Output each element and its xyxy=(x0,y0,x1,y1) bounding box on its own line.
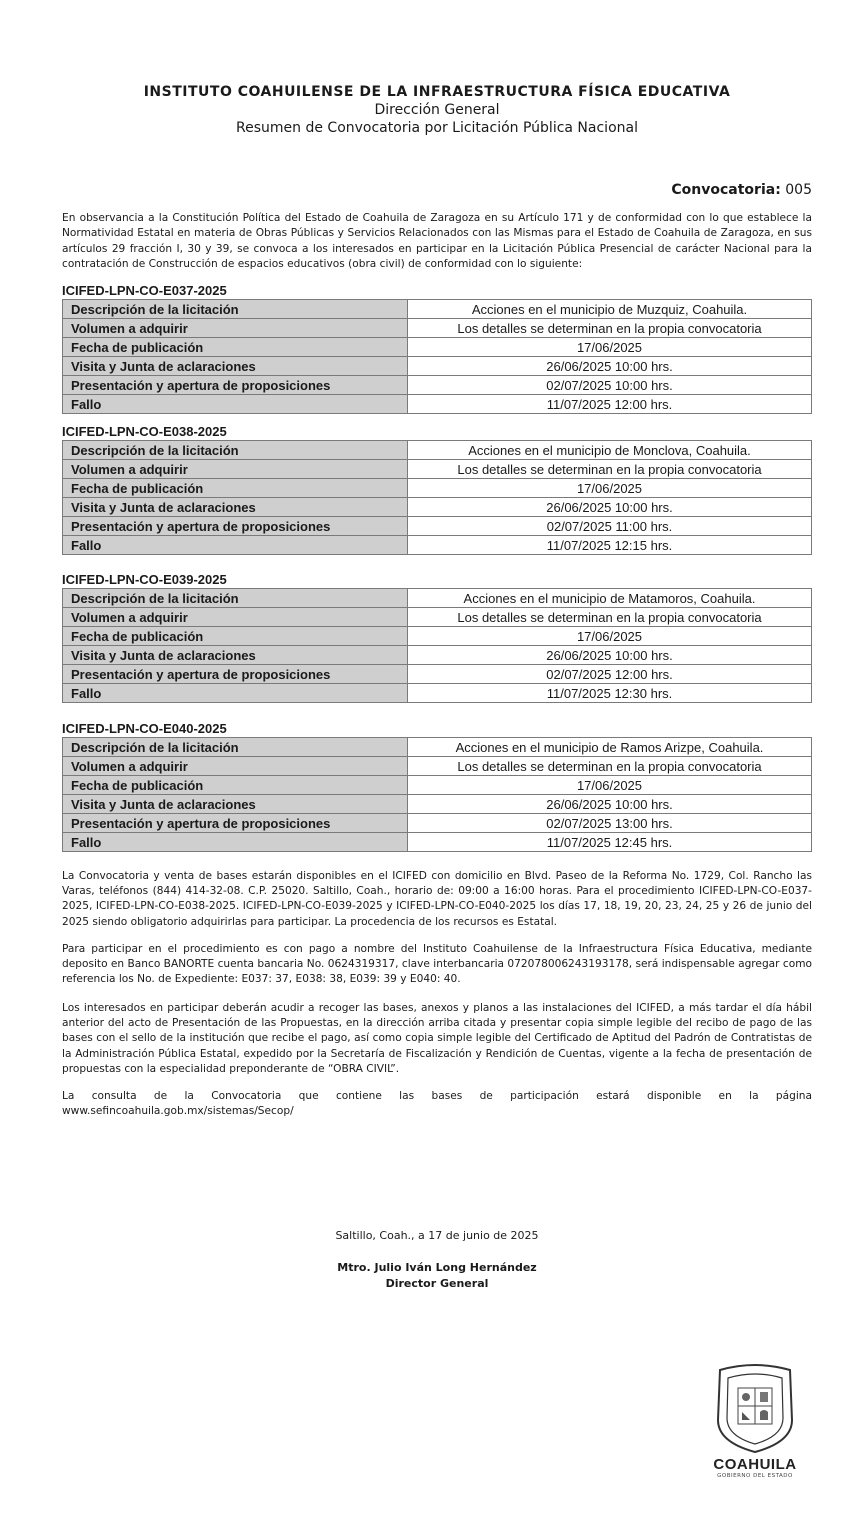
row-value: 02/07/2025 12:00 hrs. xyxy=(408,665,812,684)
summary-line: Resumen de Convocatoria por Licitación Pública Nacional xyxy=(236,120,638,136)
logo-subtitle: GOBIERNO DEL ESTADO xyxy=(717,1473,793,1479)
table-row xyxy=(63,646,812,665)
row-value: 26/06/2025 10:00 hrs. xyxy=(408,795,812,814)
table-row xyxy=(63,338,812,357)
table-row xyxy=(63,460,812,479)
row-label: Fecha de publicación xyxy=(63,627,408,646)
row-value: Los detalles se determinan en la propia convocatoria xyxy=(408,757,812,776)
row-label: Descripción de la licitación xyxy=(63,300,408,319)
licitacion-table xyxy=(62,440,812,555)
row-label: Fallo xyxy=(63,684,408,703)
row-value: 02/07/2025 11:00 hrs. xyxy=(408,517,812,536)
row-value: 17/06/2025 xyxy=(408,479,812,498)
convocatoria-value: 005 xyxy=(785,182,812,198)
row-value: Los detalles se determinan en la propia convocatoria xyxy=(408,608,812,627)
row-label: Volumen a adquirir xyxy=(63,460,408,479)
row-value: 02/07/2025 10:00 hrs. xyxy=(408,376,812,395)
requirements-paragraph: Los interesados en participar deberán acudir a recoger las bases, anexos y planos a las instalaciones del ICIFED, a más tardar el día hábil anterior del acto de Presentación de las Propuestas, en la dirección arriba citada y presentar copia simple legible del recibo de pago de las bases con el sello de la institución que recibe el pago, así como copia simple legible del Certificado de Aptitud del Padrón de Contratistas de la Administración Pública Estatal, expedido por la Secretaría de Fiscalización y Rendición de Cuentas, vigente a la fecha de presentación de propuestas con la especialidad preponderante de “OBRA CIVIL”. xyxy=(62,1002,812,1075)
row-label: Presentación y apertura de proposiciones xyxy=(63,376,408,395)
row-label: Fallo xyxy=(63,833,408,852)
row-label: Presentación y apertura de proposiciones xyxy=(63,517,408,536)
licitacion-code: ICIFED-LPN-CO-E040-2025 xyxy=(62,721,227,736)
table-row xyxy=(63,376,812,395)
table-row xyxy=(63,608,812,627)
convocatoria-label: Convocatoria: xyxy=(671,182,781,198)
licitacion-block xyxy=(62,720,812,852)
licitacion-table xyxy=(62,737,812,852)
table-row xyxy=(63,441,812,460)
row-value: 11/07/2025 12:45 hrs. xyxy=(408,833,812,852)
row-value: Acciones en el municipio de Ramos Arizpe, Coahuila. xyxy=(408,738,812,757)
intro-paragraph: En observancia a la Constitución Política del Estado de Coahuila de Zaragoza en su Artículo 171 y de conformidad con lo que establece la Normatividad Estatal en materia de Obras Públicas y Servicios Relacionados con las Mismas para el Estado de Coahuila de Zaragoza, en sus artículos 29 fracción I, 30 y 39, se convoca a los interesados en participar en la Licitación Pública Presencial de carácter Nacional para la contratación de Construcción de espacios educativos (obra civil) de conformidad con lo siguiente: xyxy=(62,212,812,271)
row-label: Visita y Junta de aclaraciones xyxy=(63,795,408,814)
logo-wordmark: COAHUILA xyxy=(713,1456,797,1473)
licitacion-table xyxy=(62,588,812,703)
table-row xyxy=(63,498,812,517)
table-row xyxy=(63,684,812,703)
licitacion-code: ICIFED-LPN-CO-E039-2025 xyxy=(62,572,227,587)
table-row xyxy=(63,536,812,555)
table-row xyxy=(63,357,812,376)
row-value: Acciones en el municipio de Matamoros, Coahuila. xyxy=(408,589,812,608)
row-value: Acciones en el municipio de Monclova, Coahuila. xyxy=(408,441,812,460)
row-value: Acciones en el municipio de Muzquiz, Coahuila. xyxy=(408,300,812,319)
table-row xyxy=(63,833,812,852)
row-label: Visita y Junta de aclaraciones xyxy=(63,357,408,376)
row-label: Fallo xyxy=(63,395,408,414)
row-value: 26/06/2025 10:00 hrs. xyxy=(408,357,812,376)
payment-paragraph: Para participar en el procedimiento es con pago a nombre del Instituto Coahuilense de la Infraestructura Física Educativa, mediante deposito en Banco BANORTE cuenta bancaria No. 0624319317, clave interbancaria 072078006243193178, será indispensable agregar como referencia los No. de Expediente: E037: 37, E038: 38, E039: 39 y E040: 40. xyxy=(62,943,812,986)
institution-name: INSTITUTO COAHUILENSE DE LA INFRAESTRUCTURA FÍSICA EDUCATIVA xyxy=(143,84,731,100)
row-label: Volumen a adquirir xyxy=(63,608,408,627)
table-row xyxy=(63,795,812,814)
document-header xyxy=(62,84,812,136)
convocatoria-number xyxy=(671,182,812,198)
table-row xyxy=(63,517,812,536)
row-label: Descripción de la licitación xyxy=(63,738,408,757)
row-value: 11/07/2025 12:15 hrs. xyxy=(408,536,812,555)
row-label: Fecha de publicación xyxy=(63,479,408,498)
licitacion-block xyxy=(62,571,812,703)
row-value: 17/06/2025 xyxy=(408,627,812,646)
table-row xyxy=(63,757,812,776)
row-label: Presentación y apertura de proposiciones xyxy=(63,665,408,684)
table-row xyxy=(63,589,812,608)
row-label: Descripción de la licitación xyxy=(63,441,408,460)
table-row xyxy=(63,665,812,684)
licitacion-table xyxy=(62,299,812,414)
row-value: 26/06/2025 10:00 hrs. xyxy=(408,646,812,665)
consulta-paragraph: La consulta de la Convocatoria que contiene las bases de participación estará disponible en la página www.sefincoahuila.gob.mx/sistemas/Secop/ xyxy=(62,1090,812,1118)
row-value: Los detalles se determinan en la propia convocatoria xyxy=(408,460,812,479)
row-label: Descripción de la licitación xyxy=(63,589,408,608)
licitacion-code: ICIFED-LPN-CO-E037-2025 xyxy=(62,283,227,298)
table-row xyxy=(63,776,812,795)
row-value: 11/07/2025 12:30 hrs. xyxy=(408,684,812,703)
row-label: Presentación y apertura de proposiciones xyxy=(63,814,408,833)
row-label: Fecha de publicación xyxy=(63,338,408,357)
row-label: Visita y Junta de aclaraciones xyxy=(63,498,408,517)
direction-line: Dirección General xyxy=(374,102,500,118)
row-value: Los detalles se determinan en la propia convocatoria xyxy=(408,319,812,338)
row-label: Volumen a adquirir xyxy=(63,757,408,776)
row-value: 02/07/2025 13:00 hrs. xyxy=(408,814,812,833)
coahuila-logo xyxy=(700,1360,810,1480)
row-label: Visita y Junta de aclaraciones xyxy=(63,646,408,665)
row-value: 17/06/2025 xyxy=(408,338,812,357)
place-date: Saltillo, Coah., a 17 de junio de 2025 xyxy=(335,1229,539,1242)
table-row xyxy=(63,395,812,414)
table-row xyxy=(63,814,812,833)
row-value: 26/06/2025 10:00 hrs. xyxy=(408,498,812,517)
row-label: Fallo xyxy=(63,536,408,555)
row-label: Fecha de publicación xyxy=(63,776,408,795)
table-row xyxy=(63,479,812,498)
row-value: 17/06/2025 xyxy=(408,776,812,795)
table-row xyxy=(63,300,812,319)
row-label: Volumen a adquirir xyxy=(63,319,408,338)
licitacion-code: ICIFED-LPN-CO-E038-2025 xyxy=(62,424,227,439)
signer-title: Director General xyxy=(385,1277,489,1290)
table-row xyxy=(63,627,812,646)
signer-name: Mtro. Julio Iván Long Hernández xyxy=(337,1261,537,1274)
table-row xyxy=(63,738,812,757)
licitacion-block xyxy=(62,423,812,555)
bases-paragraph: La Convocatoria y venta de bases estarán disponibles en el ICIFED con domicilio en Blvd. Paseo de la Reforma No. 1729, Col. Rancho las Varas, teléfonos (844) 414-32-08. C.P. 25020. Saltillo, Coah., horario de: 09:00 a 16:00 horas. Para el procedimiento ICIFED-LPN-CO-E037-2025, ICIFED-LPN-CO-E038-2025. ICIFED-LPN-CO-E039-2025 y ICIFED-LPN-CO-E040-2025 los días 17, 18, 19, 20, 23, 24, 25 y 26 de junio del 2025 siendo obligatorio adquirirlas para participar. La procedencia de los recursos es Estatal. xyxy=(62,870,812,928)
row-value: 11/07/2025 12:00 hrs. xyxy=(408,395,812,414)
table-row xyxy=(63,319,812,338)
licitacion-block xyxy=(62,282,812,414)
